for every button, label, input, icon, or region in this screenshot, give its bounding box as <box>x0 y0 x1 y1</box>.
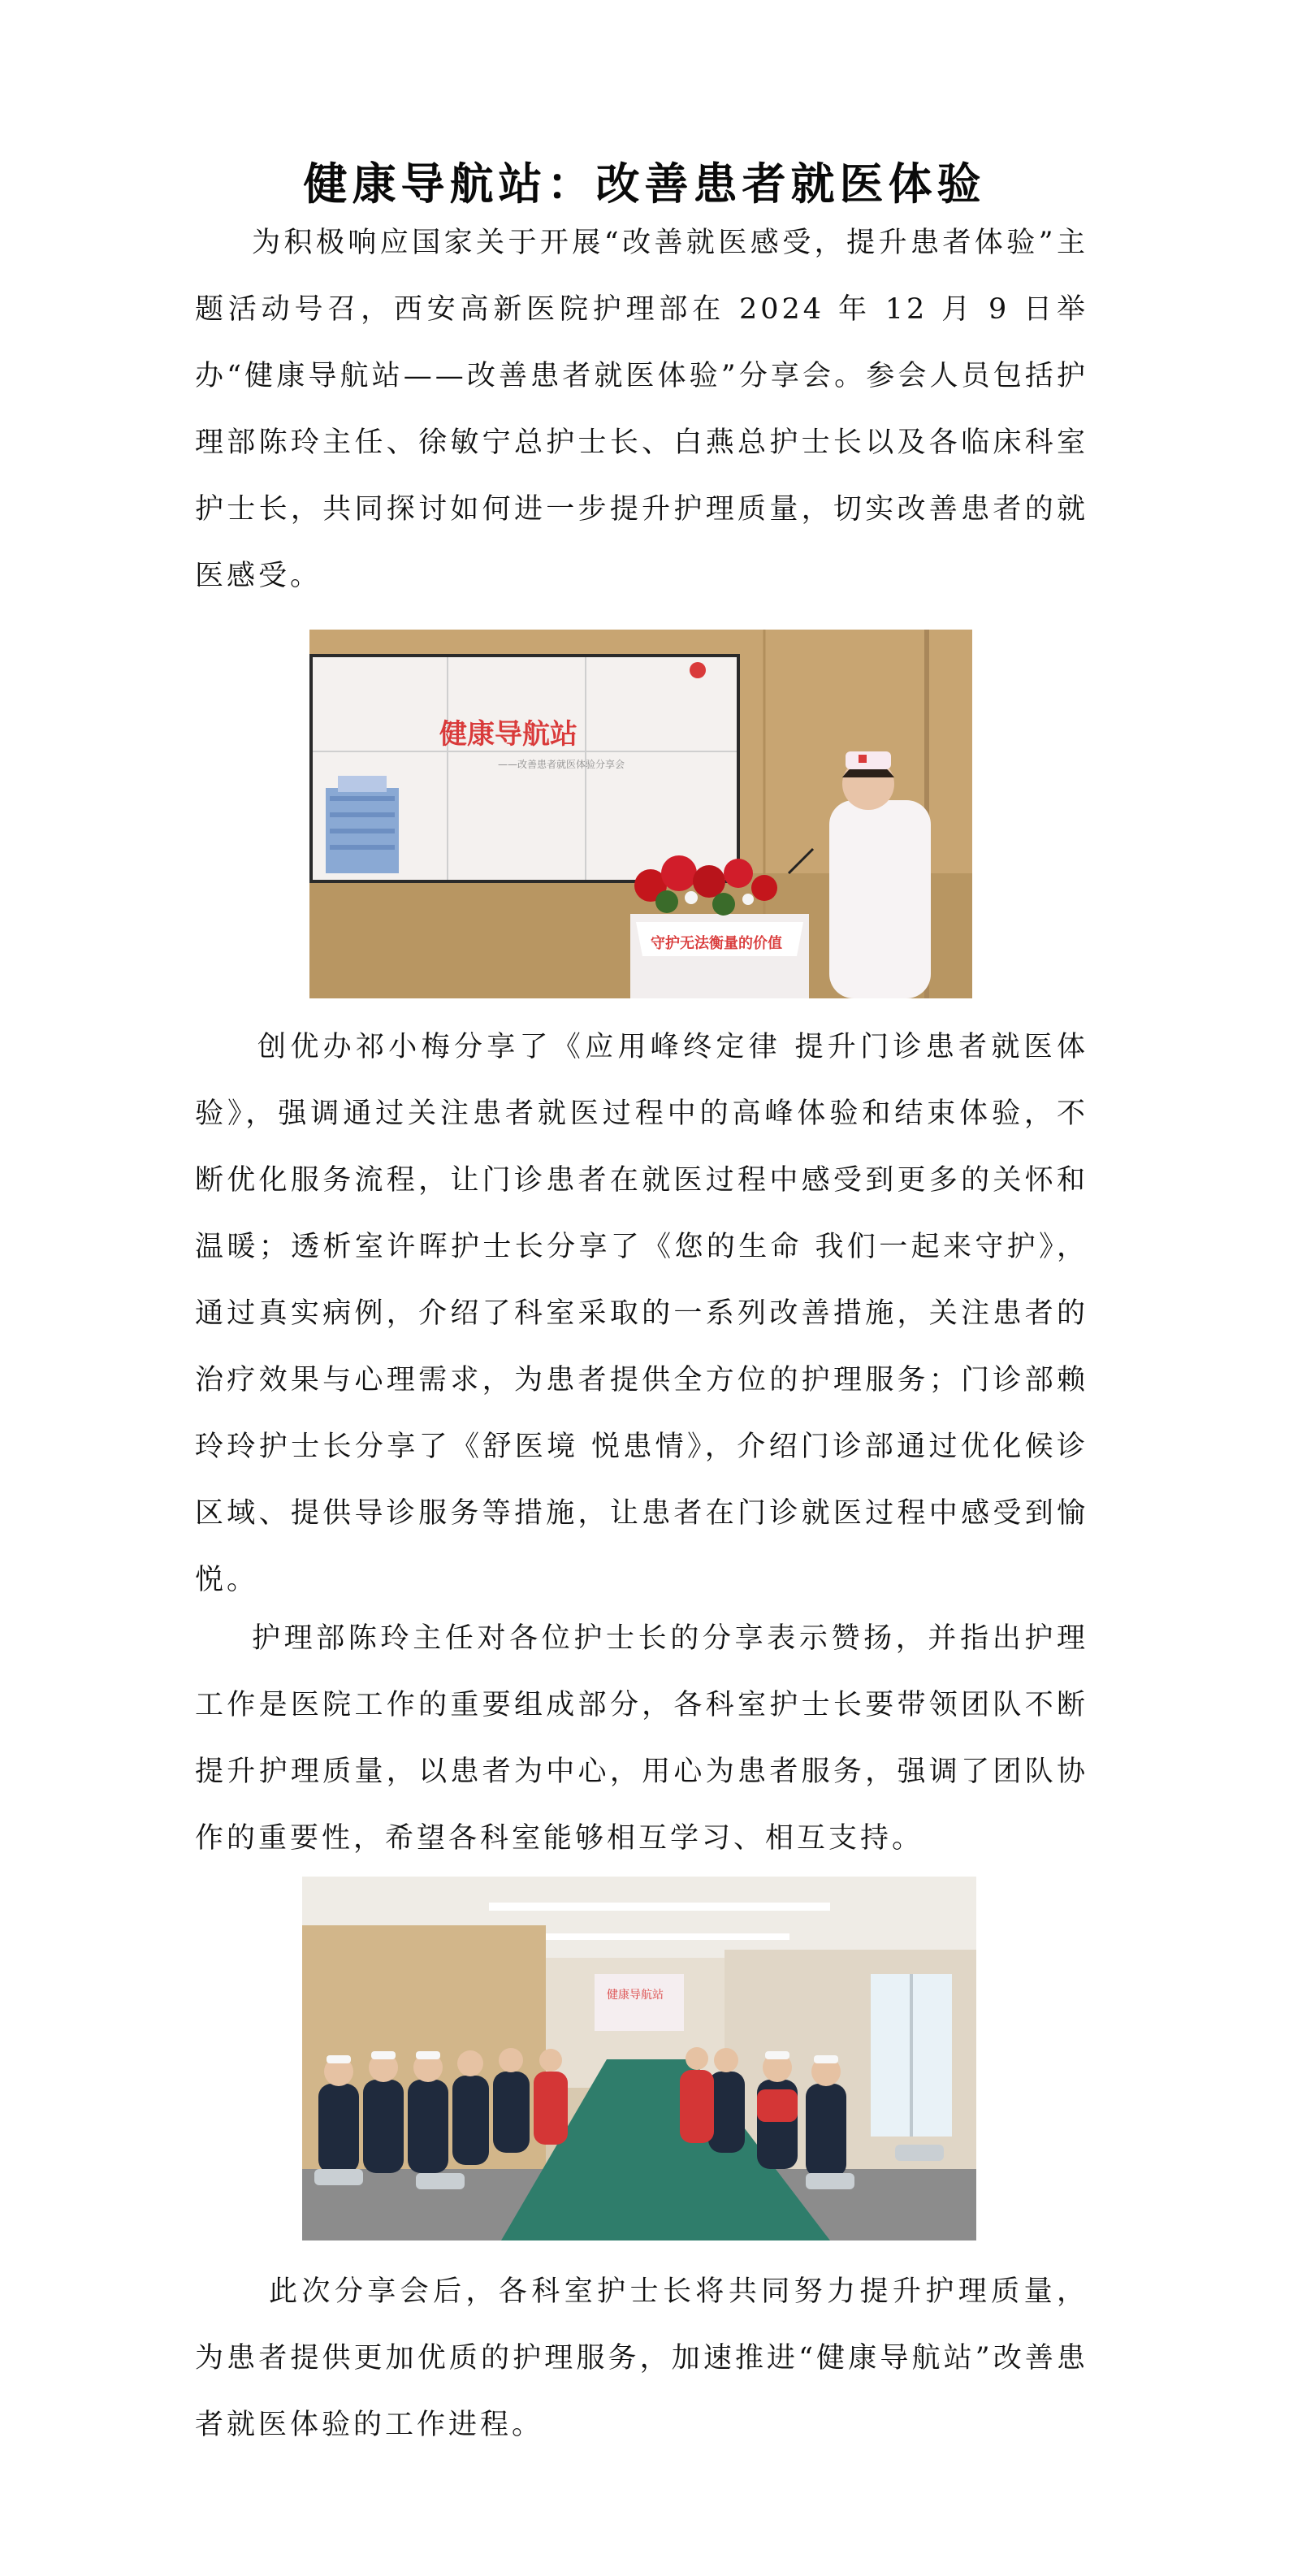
paragraph-director-remarks: 护理部陈玲主任对各位护士长的分享表示赞扬，并指出护理工作是医院工作的重要组成部分，各科室护士长要带领团队不断提升护理质量，以患者为中心，用心为患者服务，强调了团队协作的重要性，希望各科室能够相互学习、相互支持。 <box>195 1622 1088 1855</box>
paragraph-intro: 为积极响应国家关于开展“改善就医感受，提升患者体验”主题活动号召，西安高新医院护理部在 2024 年 12 月 9 日举办“健康导航站——改善患者就医体验”分享会。参会人员包括护理部陈玲主任、徐敏宁总护士长、白燕总护士长以及各临床科室护士长，共同探讨如何进一步提升护理质量，切实改善患者的就医感受。 <box>195 227 1088 592</box>
paragraph-sharing: 创优办祁小梅分享了《应用峰终定律 提升门诊患者就医体验》，强调通过关注患者就医过程中的高峰体验和结束体验，不断优化服务流程，让门诊患者在就医过程中感受到更多的关怀和温暖；透析室许晖护士长分享了《您的生命 我们一起来守护》，通过真实病例，介绍了科室采取的一系列改善措施，关注患者的治疗效果与心理需求，为患者提供全方位的护理服务；门诊部赖玲玲护士长分享了《舒医境 悦患情》，介绍门诊部通过优化候诊区域、提供导诊服务等措施，让患者在门诊就医过程中感受到愉悦。 <box>195 1031 1088 1596</box>
article-title: 健康导航站：改善患者就医体验 <box>303 158 986 210</box>
screen-title: 健康导航站 <box>439 718 577 751</box>
speaker-at-podium-photo <box>309 630 972 998</box>
wall-screen-text: 健康导航站 <box>607 1989 664 2002</box>
group-meeting-photo <box>302 1877 976 2240</box>
screen-subtitle: ——改善患者就医体验分享会 <box>498 759 625 770</box>
podium-banner: 守护无法衡量的价值 <box>651 935 782 952</box>
paragraph-conclusion: 此次分享会后，各科室护士长将共同努力提升护理质量，为患者提供更加优质的护理服务，加速推进“健康导航站”改善患者就医体验的工作进程。 <box>195 2275 1088 2441</box>
